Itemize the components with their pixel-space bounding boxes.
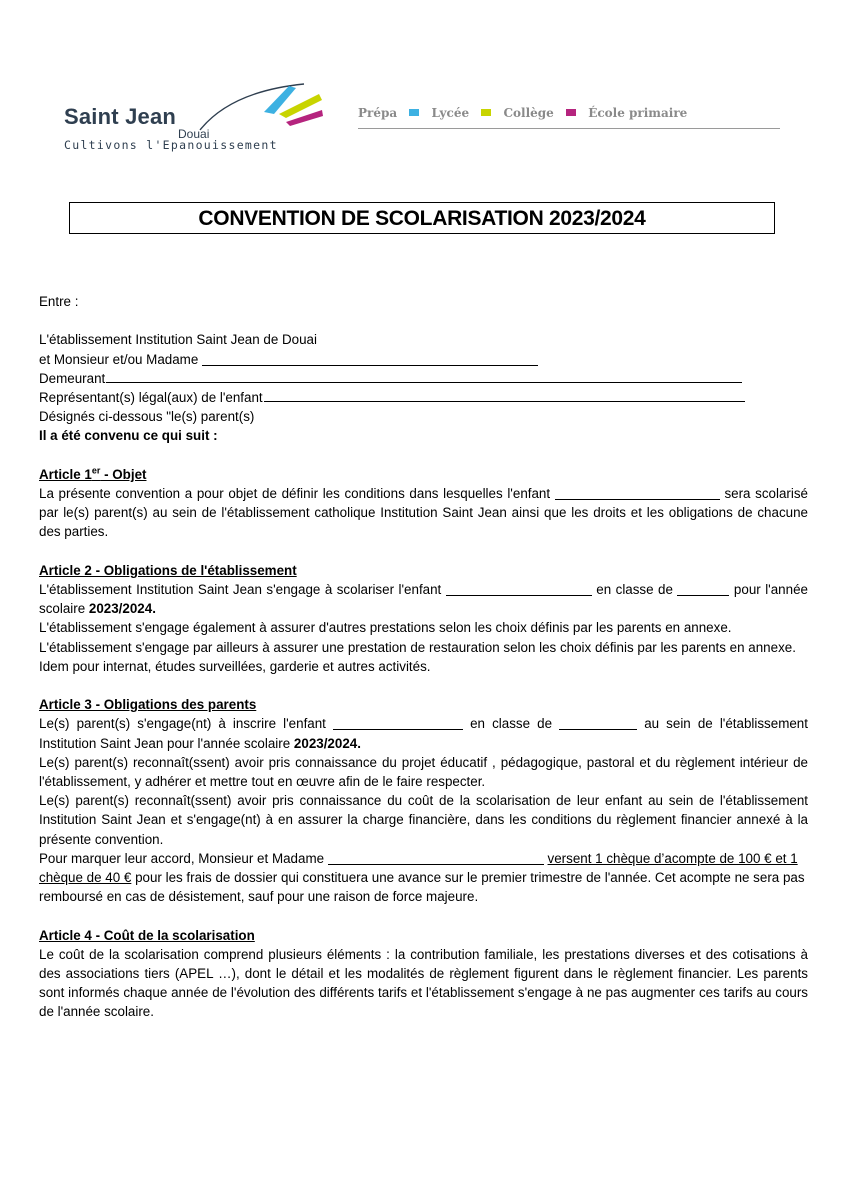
- intro-representants: Représentant(s) légal(aux) de l'enfant: [39, 388, 745, 407]
- article3-p3: Le(s) parent(s) reconnaît(ssent) avoir pris connaissance du coût de la scolarisation de leur enfant au sein de l'établissement Institution Saint Jean et s'engage(nt) à en assurer la charge financière, dans les conditions du règlement financier annexé à la présente convention.: [39, 793, 808, 847]
- article1-title: Article 1er - Objet: [39, 465, 147, 482]
- logo-name: Saint Jean: [64, 104, 177, 129]
- article4-title: Article 4 - Coût de la scolarisation: [39, 927, 255, 943]
- article3-p4: Pour marquer leur accord, Monsieur et Madame versent 1 chèque d’acompte de 100 € et 1 chèque de 40 € pour les frais de dossier qui constituera une avance sur le premier trimestre de l'année. Cet acompte ne sera pas remboursé en cas de désistement, sauf pour une raison de force majeure.: [39, 850, 805, 905]
- article2-p2: L'établissement s'engage également à assurer d'autres prestations selon les choix définis par les parents en annexe.: [39, 620, 732, 636]
- article2-p4: Idem pour internat, études surveillées, garderie et autres activités.: [39, 658, 431, 674]
- article1-child-blank[interactable]: [555, 486, 720, 500]
- article2-p3: L'établissement s'engage par ailleurs à assurer une prestation de restauration selon les choix définis par les parents en annexe.: [39, 639, 796, 655]
- article3-p2: Le(s) parent(s) reconnaît(ssent) avoir pris connaissance du projet éducatif , pédagogique, pastoral et du règlement intérieur de l'établissement, y adhérer et mettre tout en œuvre afin de le faire respecter.: [39, 754, 808, 790]
- intro-etablissement: L'établissement Institution Saint Jean de Douai: [39, 332, 317, 348]
- article2-title: Article 2 - Obligations de l'établissement: [39, 562, 297, 578]
- intro-demeurant: Demeurant: [39, 369, 742, 388]
- level-prepa: Prépa: [358, 106, 398, 120]
- article2-child-blank[interactable]: [446, 582, 592, 596]
- logo-swoosh-icon: [194, 80, 324, 140]
- article4-p1: Le coût de la scolarisation comprend plusieurs éléments : la contribution familiale, les prestations diverses et des cotisations à des associations tiers (APEL …), dont le détail et les modalités de règlement figurent dans le règlement financier. Les parents sont informés chaque année de l'évolution des différents tarifs et l'établissement s'engage à ne pas augmenter ces tarifs au cours de l'année scolaire.: [39, 946, 808, 1020]
- article2-p1: L'établissement Institution Saint Jean s'engage à scolariser l'enfant en classe de pour l'année scolaire 2023/2024.: [39, 582, 808, 617]
- article3-p1: Le(s) parent(s) s'engage(nt) à inscrire l'enfant en classe de au sein de l'établissement Institution Saint Jean pour l'année scolaire 2023/2024.: [39, 716, 808, 751]
- level-square-icon: [481, 109, 491, 116]
- document-body: [39, 292, 808, 1022]
- intro-convenu: Il a été convenu ce qui suit :: [39, 428, 218, 444]
- intro-parents: et Monsieur et/ou Madame: [39, 350, 808, 369]
- article2-class-blank[interactable]: [677, 582, 729, 596]
- article3-class-blank[interactable]: [559, 716, 637, 730]
- page-header: [0, 0, 848, 170]
- level-college: Collège: [503, 106, 554, 120]
- level-square-icon: [566, 109, 576, 116]
- school-logo: [64, 80, 324, 160]
- intro-designes: Désignés ci-dessous "le(s) parent(s): [39, 409, 255, 425]
- document-title: CONVENTION DE SCOLARISATION 2023/2024: [69, 202, 775, 234]
- article3-child-blank[interactable]: [333, 716, 463, 730]
- logo-city: Douai: [178, 127, 210, 141]
- parents-name-blank[interactable]: [202, 352, 538, 366]
- level-ecole-primaire: École primaire: [588, 106, 688, 120]
- article3-parents-blank[interactable]: [328, 851, 544, 865]
- logo-tagline: Cultivons l'Epanouissement: [64, 138, 278, 152]
- article1-text: La présente convention a pour objet de définir les conditions dans lesquelles l'enfant sera scolarisé par le(s) parent(s) au sein de l'établissement catholique Institution Saint Jean ainsi que les droits et les obligations de chacune des parties.: [39, 486, 808, 540]
- article3-title: Article 3 - Obligations des parents: [39, 697, 257, 713]
- intro-entre: Entre :: [39, 294, 79, 309]
- school-levels: [358, 106, 780, 129]
- child-name-blank[interactable]: [264, 388, 745, 402]
- acompte-text: versent 1 chèque d’acompte de 100 € et 1 chèque de 40 €: [39, 850, 798, 886]
- level-square-icon: [409, 109, 419, 116]
- address-blank[interactable]: [106, 369, 742, 383]
- level-lycee: Lycée: [431, 106, 470, 120]
